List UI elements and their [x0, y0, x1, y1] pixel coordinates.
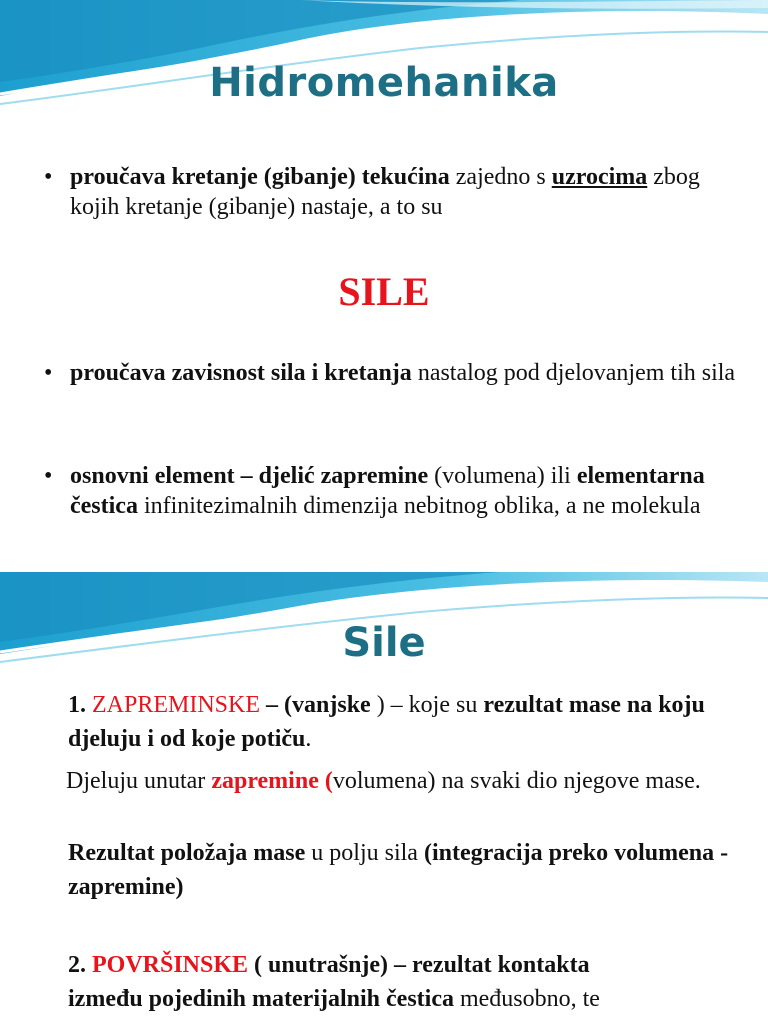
text-run: volumena) na svaki dio njegove mase.: [332, 768, 701, 794]
desc-djeluju: [68, 764, 748, 798]
bold-term: između pojedinih materijalnih čestica: [68, 986, 454, 1012]
bold-term: elementarna čestica: [70, 463, 705, 519]
bullet-kretanje: [44, 162, 744, 222]
bullet-text: [70, 358, 744, 388]
text-run: infinitezimalnih dimenzija nebitnog oblika, a ne molekula: [137, 493, 701, 519]
bold-term: rezultat mase na koju djeluju i od koje potiču: [68, 692, 705, 752]
item-number: 2.: [68, 952, 92, 978]
bullet-marker: •: [44, 360, 53, 386]
text-run: (volumena) ili: [428, 463, 577, 489]
text-run: Djeluju unutar: [66, 768, 212, 794]
bullet-zavisnost: [44, 358, 744, 388]
text-run: zajedno s: [449, 164, 552, 190]
bold-term: ( unutrašnje) – rezultat kontakta: [248, 952, 590, 978]
item-povrsinske: [68, 948, 758, 1016]
bold-term: Rezultat položaja mase: [68, 840, 306, 866]
item-number: 1.: [68, 692, 92, 718]
bullet-text: [70, 162, 744, 222]
text-run: zbog kojih kretanje (gibanje) nastaje, a to su: [70, 164, 700, 220]
bullet-osnovni-element: [44, 461, 744, 521]
bullet-marker: •: [44, 463, 53, 489]
underlined-term: uzrocima: [551, 164, 648, 190]
text-run: u polju sila: [305, 840, 424, 866]
force-type-name: POVRŠINSKE: [92, 952, 249, 978]
text-run: nastalog pod djelovanjem tih sila: [411, 360, 736, 386]
text-run: ) – koje su: [376, 692, 484, 718]
slide-title: Hidromehanika: [209, 60, 559, 106]
sile-heading: SILE: [338, 269, 430, 314]
bold-term: – (vanjske: [260, 692, 377, 718]
item-zapreminske: [68, 688, 748, 756]
slide-title: Sile: [342, 620, 426, 666]
bold-term: proučava kretanje (gibanje) tekućina: [70, 164, 450, 190]
text-run: međusobno, te: [453, 986, 600, 1012]
highlight-term: zapremine (: [211, 768, 333, 794]
text-run: .: [305, 726, 312, 752]
bullet-text: [70, 461, 744, 521]
bold-term: osnovni element – djelić zapremine: [70, 463, 429, 489]
bullet-marker: •: [44, 164, 53, 190]
force-type-name: ZAPREMINSKE: [92, 692, 261, 718]
bold-term: (integracija preko volumena - zapremine): [68, 840, 729, 900]
slide-sile: [0, 572, 768, 1024]
desc-rezultat: [68, 836, 748, 904]
bold-term: proučava zavisnost sila i kretanja: [70, 360, 412, 386]
